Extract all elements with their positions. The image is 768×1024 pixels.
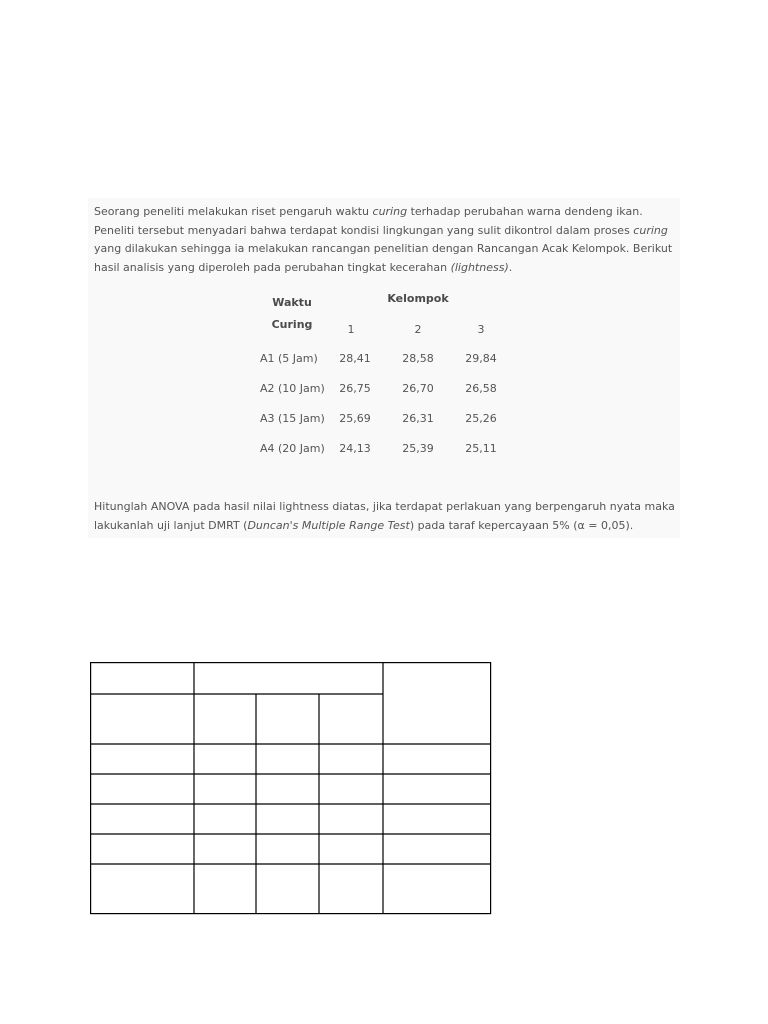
table-header-kelompok: Kelompok: [387, 292, 449, 305]
problem-task: Hitunglah ANOVA pada hasil nilai lightness diatas, jika terdapat perlakuan yang berpengaruh nyata maka lakukanlah uji lanjut DMRT (Duncan's Multiple Range Test) pada taraf kepercayaan 5% (α = 0,05).: [94, 500, 675, 532]
header-waktu: Waktu: [272, 296, 312, 309]
group-number: 2: [414, 323, 422, 336]
table-cell: 26,58: [465, 382, 497, 395]
table-cell: 26,70: [402, 382, 434, 395]
table-cell: 25,26: [465, 412, 497, 425]
header-curing: Curing: [271, 318, 313, 331]
row-label: A1 (5 Jam): [260, 352, 318, 365]
empty-table-lines: [90, 662, 492, 916]
empty-answer-table: [90, 662, 490, 914]
table-cell: 25,39: [402, 442, 434, 455]
problem-intro: Seorang peneliti melakukan riset pengaruh waktu curing terhadap perubahan warna dendeng ikan. Peneliti tersebut menyadari bahwa terdapat kondisi lingkungan yang sulit dikontrol dalam proses curing yang dilakukan sehingga ia melakukan rancangan penelitian dengan Rancangan Acak Kelompok. Berikut hasil analisis yang diperoleh pada perubahan tingkat kecerahan (lightness).: [94, 205, 673, 275]
table-outer-border: [91, 663, 491, 914]
table-cell: 25,11: [465, 442, 497, 455]
group-number: 3: [477, 323, 485, 336]
table-cell: 24,13: [339, 442, 371, 455]
table-cell: 26,31: [402, 412, 434, 425]
table-cell: 26,75: [339, 382, 371, 395]
table-cell: 29,84: [465, 352, 497, 365]
table-cell: 28,41: [339, 352, 371, 365]
table-cell: 28,58: [402, 352, 434, 365]
row-label: A2 (10 Jam): [260, 382, 325, 395]
table-header-waktu-curing: [260, 292, 324, 336]
group-number: 1: [347, 323, 355, 336]
row-label: A3 (15 Jam): [260, 412, 325, 425]
table-cell: 25,69: [339, 412, 371, 425]
row-label: A4 (20 Jam): [260, 442, 325, 455]
